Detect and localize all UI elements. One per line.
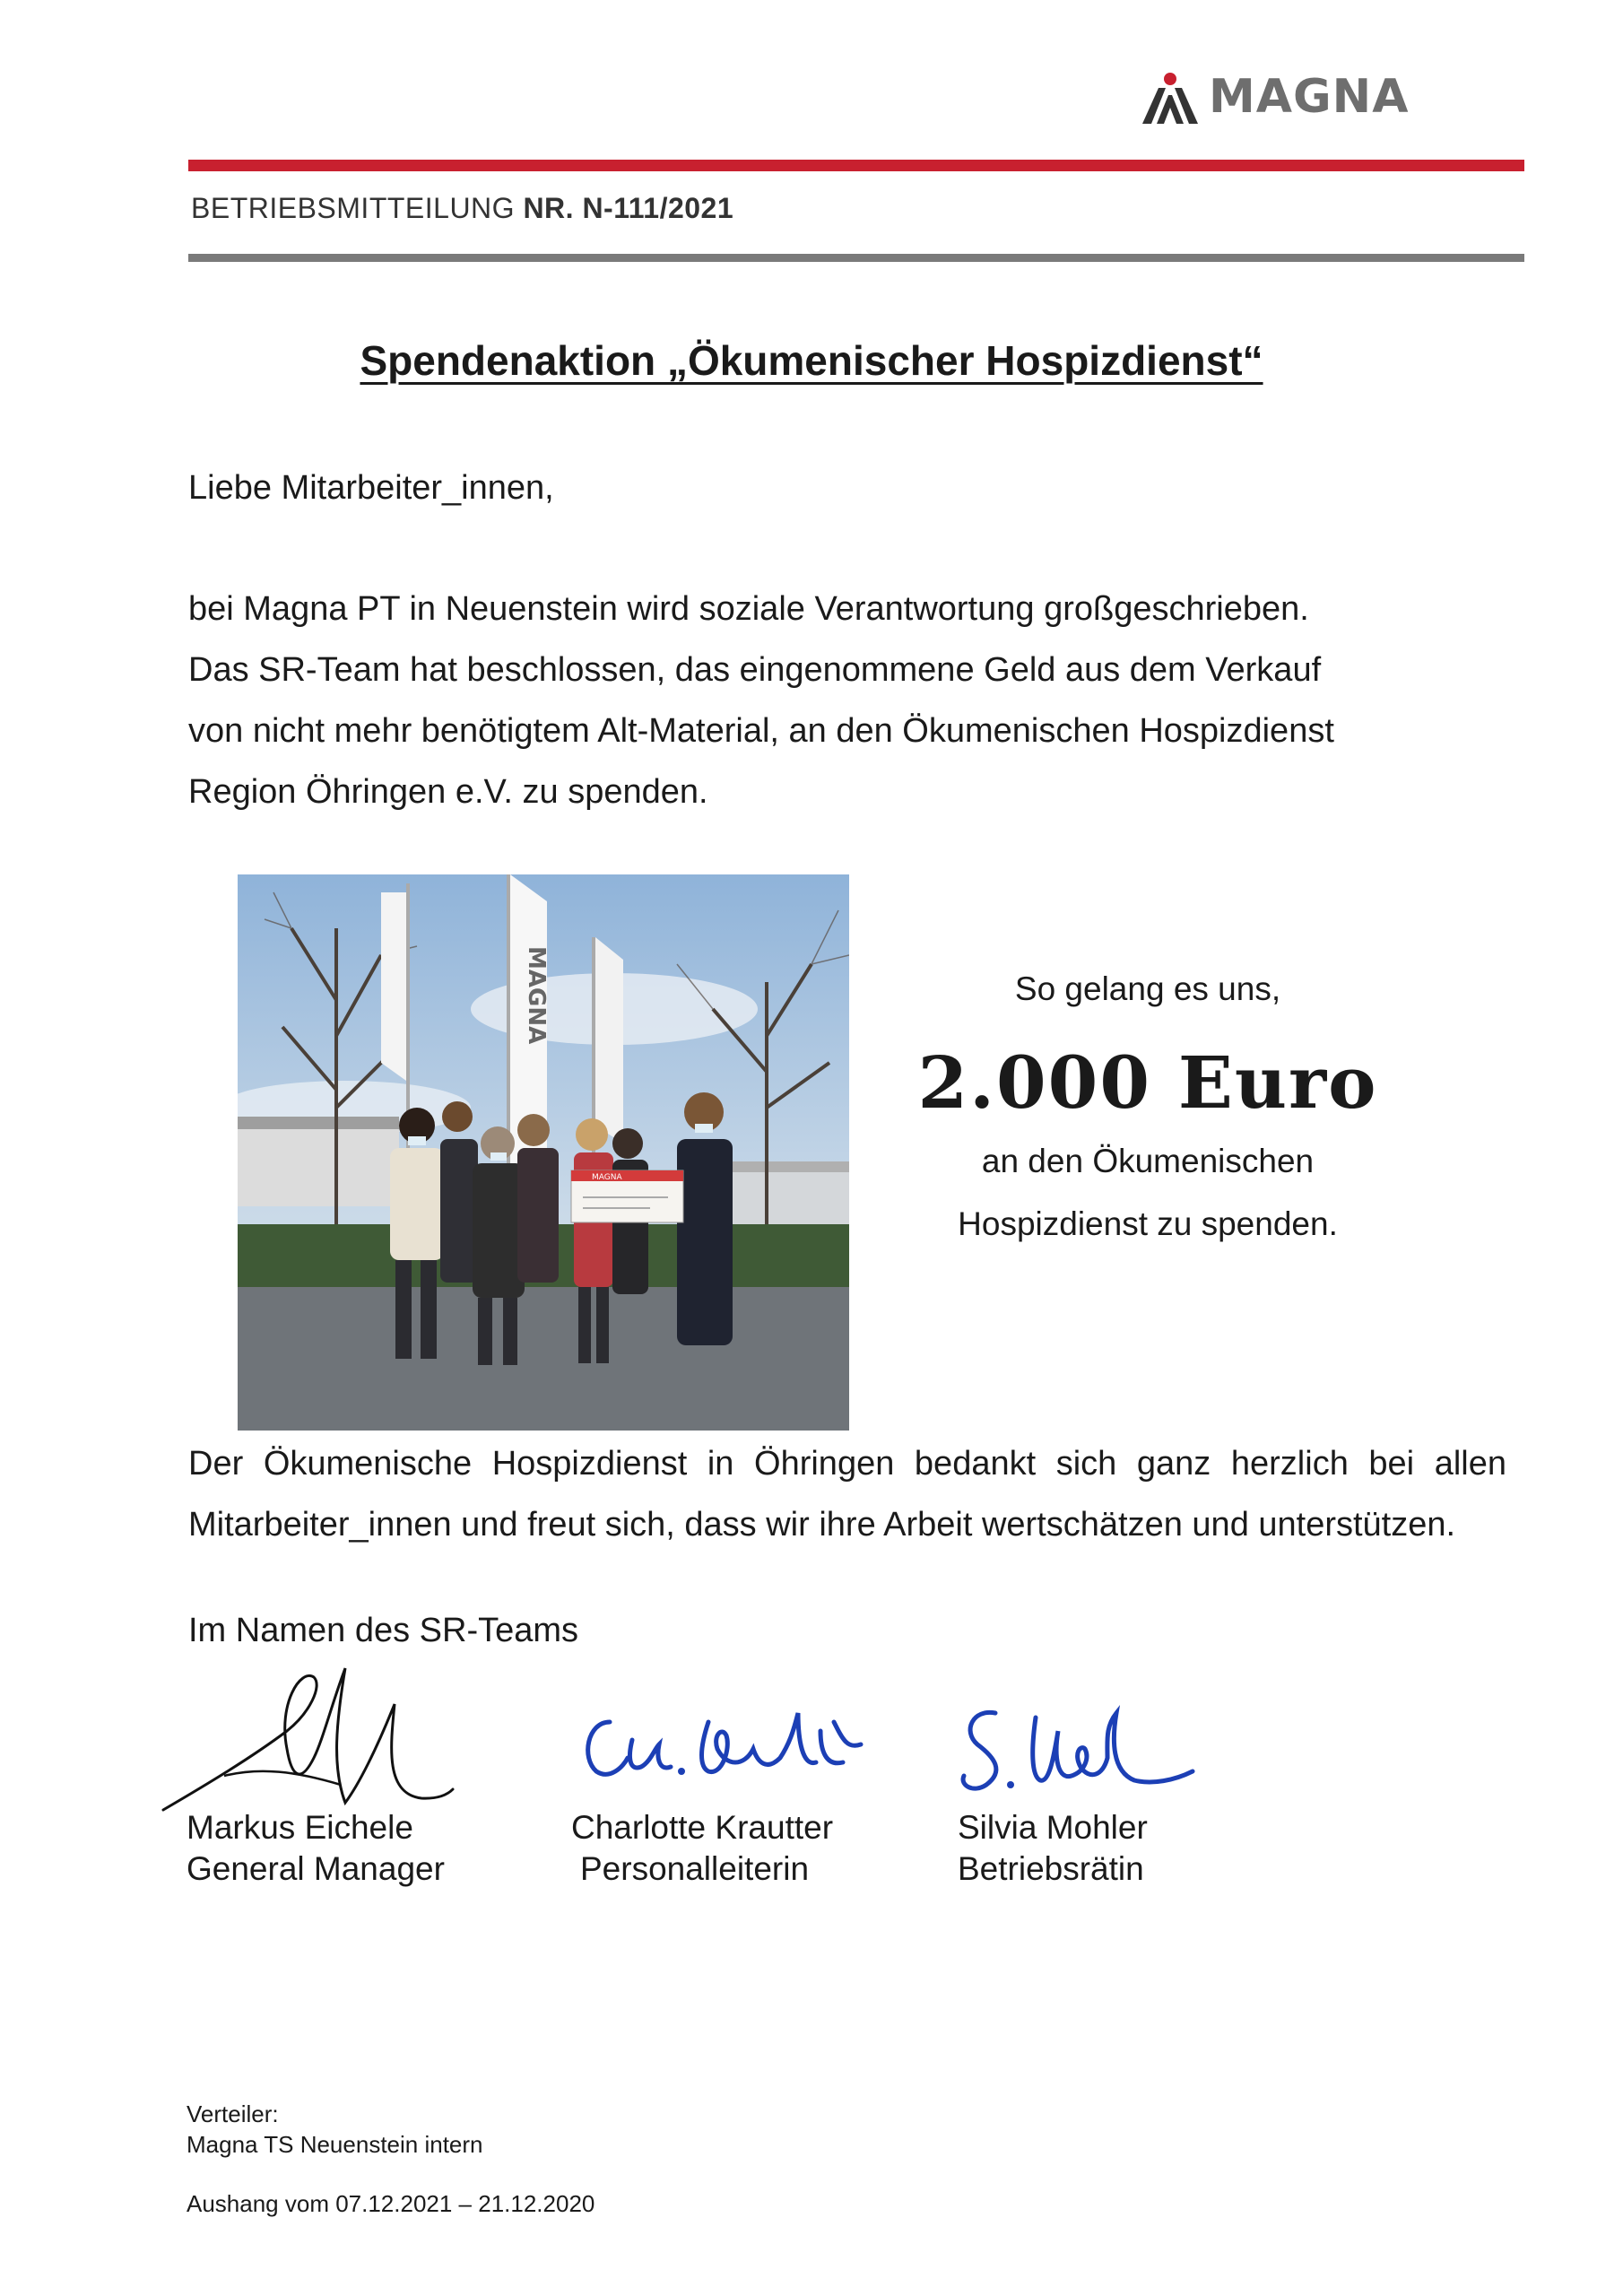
thanks-line-1: Der Ökumenische Hospizdienst in Öhringen bedankt sich ganz herzlich bei allen <box>188 1445 1506 1483</box>
signatory-mohler <box>958 1807 1148 1890</box>
posting-period: Aushang vom 07.12.2021 – 21.12.2020 <box>187 2190 595 2217</box>
signature-mohler <box>955 1695 1197 1812</box>
magna-logo-mark-icon <box>1139 72 1202 126</box>
magna-logo-text: MAGNA <box>1209 70 1410 124</box>
distribution-label: Verteiler: <box>187 2100 279 2127</box>
header-red-rule <box>188 160 1524 171</box>
signatory-name: Charlotte Krautter <box>571 1809 834 1846</box>
page-title: Spendenaktion „Ökumenischer Hospizdienst“ <box>360 337 1263 384</box>
intro-line: bei Magna PT in Neuenstein wird soziale Verantwortung großgeschrieben. <box>188 590 1309 628</box>
document-number-line <box>191 192 733 225</box>
intro-line: Das SR-Team hat beschlossen, das eingenommene Geld aus dem Verkauf <box>188 651 1322 689</box>
signatory-role: Betriebsrätin <box>958 1850 1144 1887</box>
signatory-role: Personalleiterin <box>580 1850 810 1887</box>
signatory-name: Silvia Mohler <box>958 1809 1148 1846</box>
side-text-line: an den Ökumenischen <box>981 1143 1315 1179</box>
side-text-line: Hospizdienst zu spenden. <box>958 1205 1338 1242</box>
check-text: MAGNA <box>592 1173 622 1182</box>
donation-photo-illustration <box>238 874 849 1431</box>
side-text-outro <box>906 1130 1390 1256</box>
greeting: Liebe Mitarbeiter_innen, <box>188 469 554 507</box>
signatory-name: Markus Eichele <box>187 1809 413 1846</box>
signatory-role: General Manager <box>187 1850 445 1887</box>
intro-line: von nicht mehr benötigtem Alt-Material, an den Ökumenischen Hospizdienst <box>188 712 1334 750</box>
distribution-list <box>187 2099 483 2160</box>
side-text-intro: So gelang es uns, <box>1014 970 1281 1007</box>
thanks-line-2: Mitarbeiter_innen und freut sich, dass wir ihre Arbeit wertschätzen und unterstützen. <box>188 1506 1456 1544</box>
signatory-eichele <box>187 1807 445 1890</box>
intro-paragraph <box>188 578 1488 822</box>
signature-eichele <box>152 1650 457 1830</box>
donation-photo <box>238 874 849 1431</box>
signatory-krautter <box>571 1807 833 1890</box>
page-title-wrapper <box>0 336 1623 385</box>
magna-logo <box>1139 65 1408 127</box>
header-gray-rule <box>188 254 1524 262</box>
intro-line: Region Öhringen e.V. zu spenden. <box>188 773 708 811</box>
donation-amount: 2.000 Euro <box>917 1040 1378 1125</box>
document-number: NR. N-111/2021 <box>523 192 734 224</box>
flag-text: MAGNA <box>523 946 550 1045</box>
distribution-value: Magna TS Neuenstein intern <box>187 2131 483 2158</box>
document-label: BETRIEBSMITTEILUNG <box>191 192 516 224</box>
signature-krautter <box>574 1695 897 1803</box>
sign-off: Im Namen des SR-Teams <box>188 1612 579 1649</box>
